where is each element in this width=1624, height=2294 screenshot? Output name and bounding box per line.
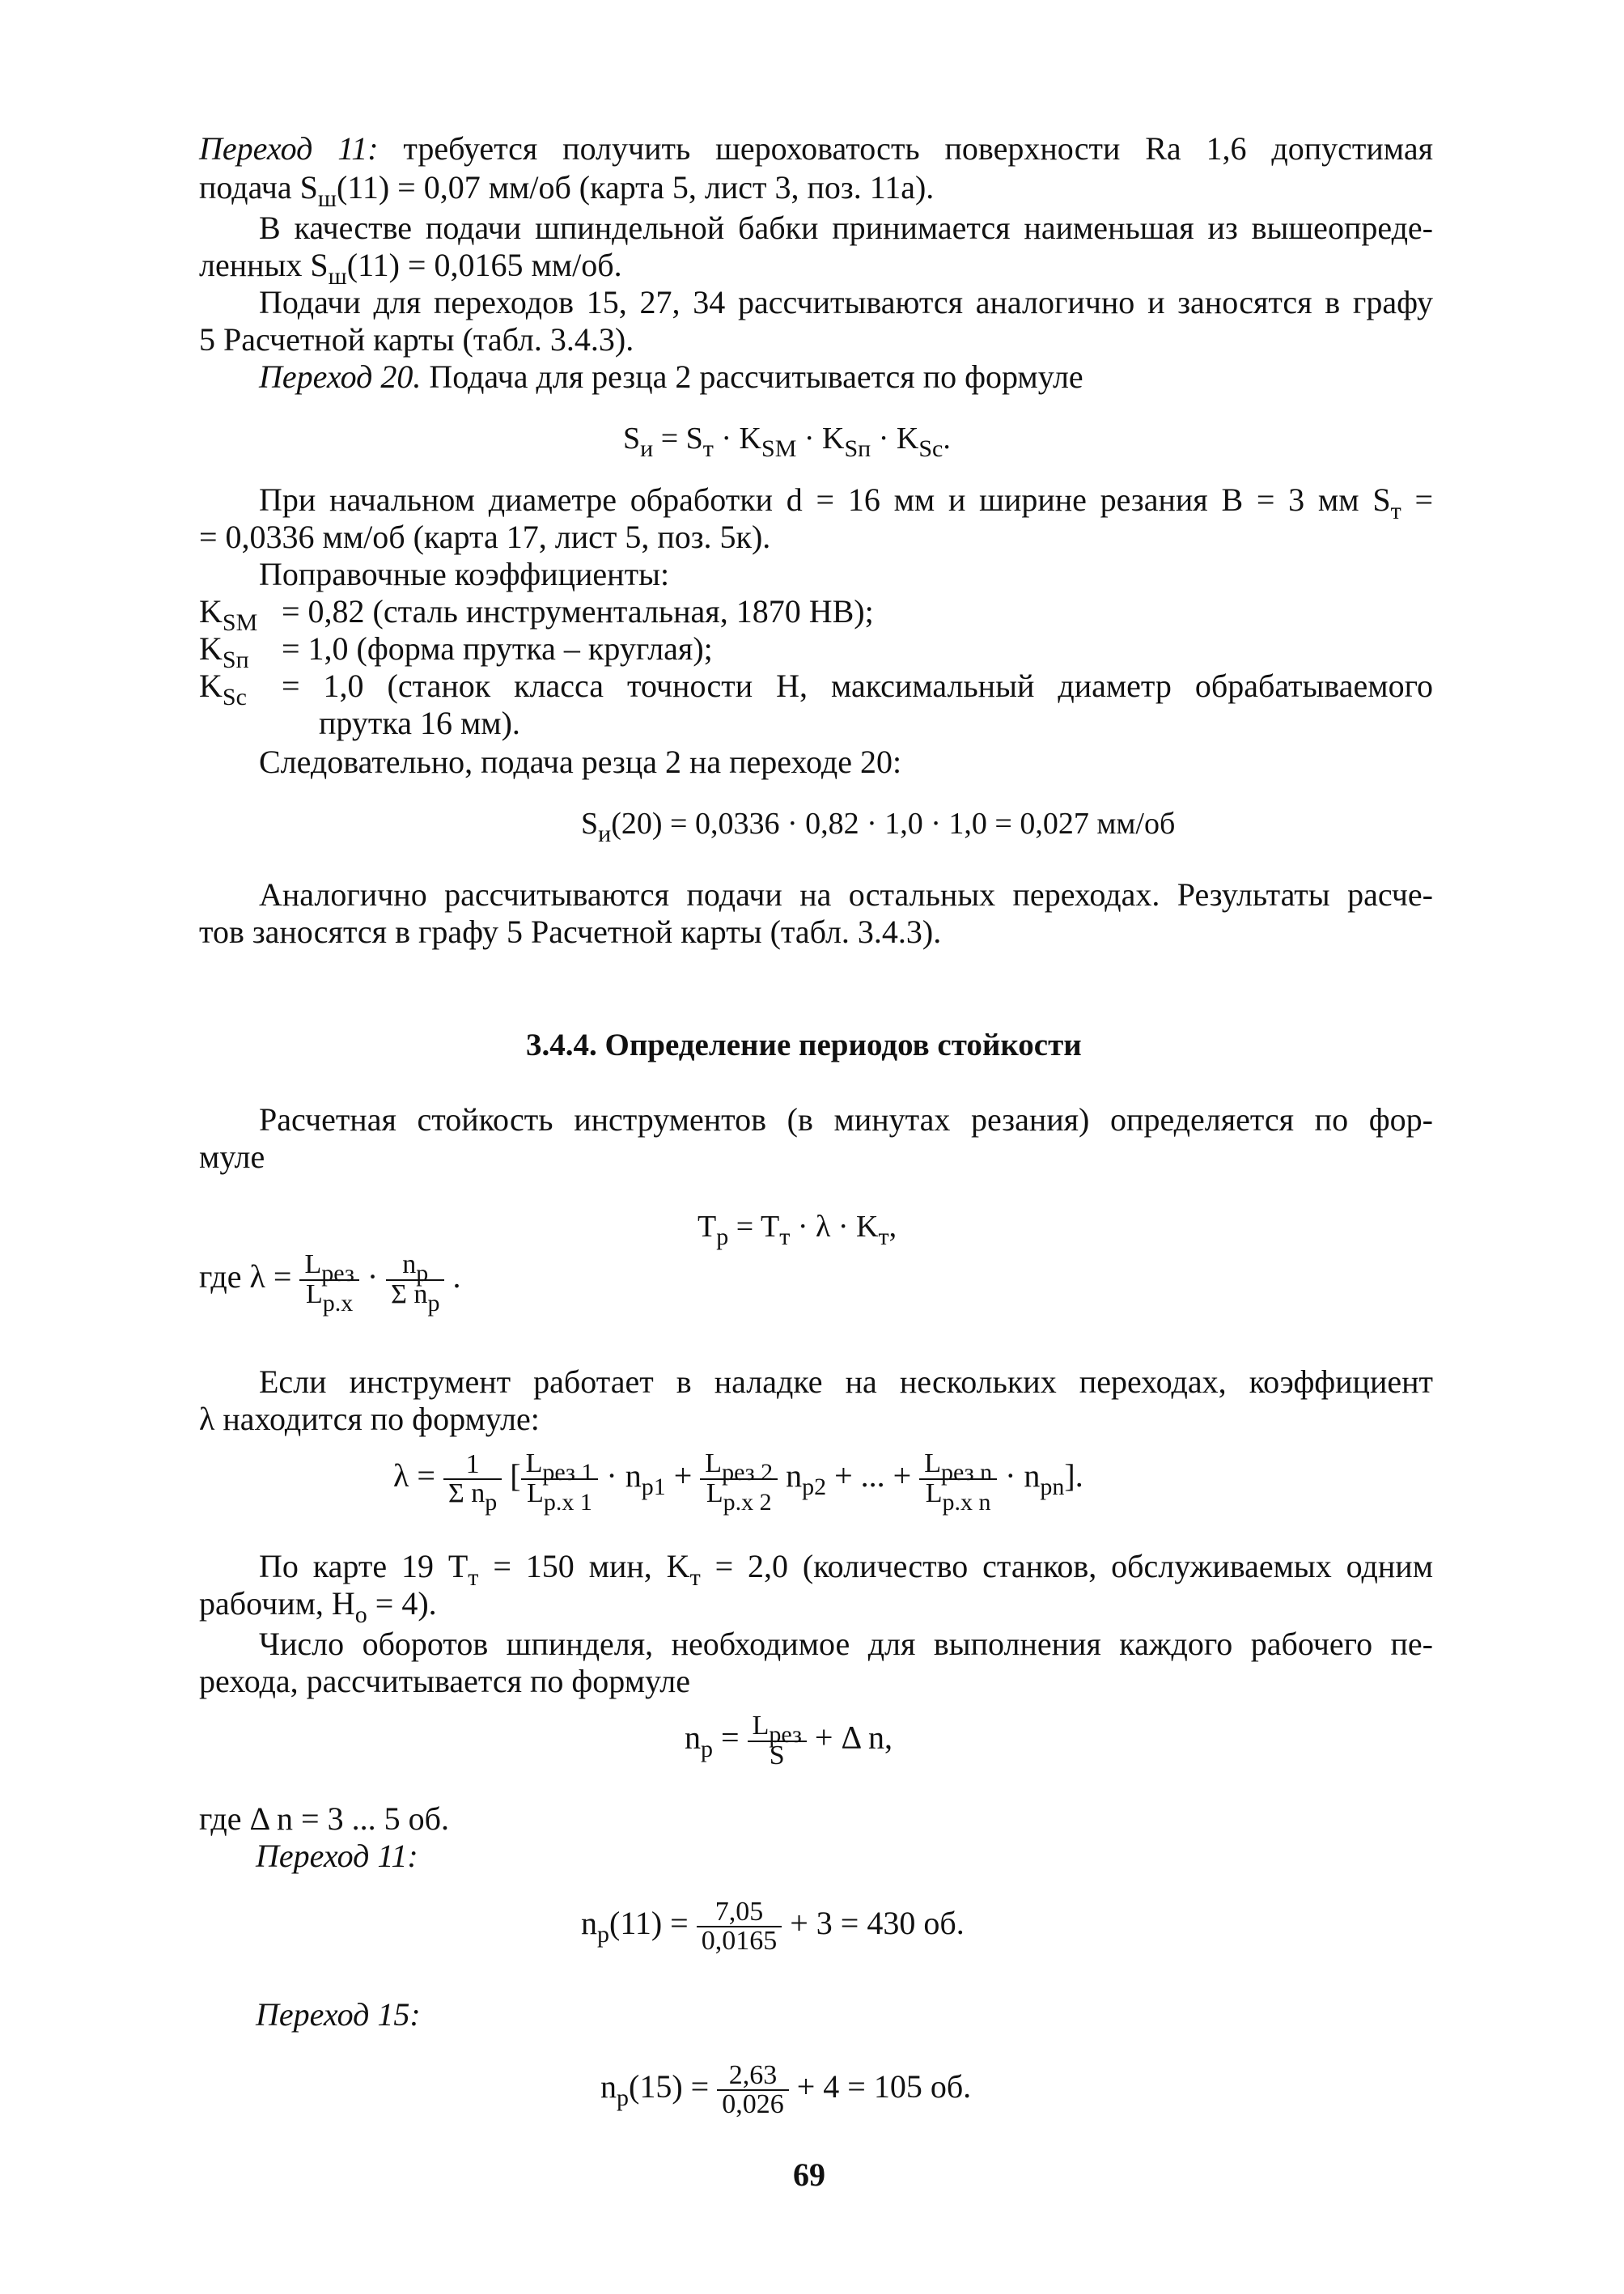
formula-lambda-sum: λ = $\frac{1}{\text{Σ np}}$ [ $\frac{\text{Lрез 1}}{Lр.х 1}$ · $n_{p1}$ + $\frac{\text{Lрез 2}}{Lр.х 2}$ $n_{p2}$ + ... + $\frac{\text{Lрез n}}{\text{Lр.х n}}$ · $n_{pn}$]. [393,1448,1083,1516]
paragraph-line: λ находится по формуле: [199,1401,540,1437]
paragraph-line: Следовательно, подача резца 2 на переходе 20: [259,744,902,780]
paragraph-line: рабочим, $H_о = 4$). [199,1585,437,1628]
fraction: $\frac{2,63}{0,026}$ [717,2062,789,2118]
paragraph-line: Подачи для переходов 15, 27, 34 рассчитываются аналогично и заносятся в графу [259,284,1433,320]
paragraph-line: Если инструмент работает в наладке на нескольких переходах, коэффициент [259,1363,1433,1400]
coefficient-ksp: $K_{Sп}$ [199,630,249,673]
coefficient-ksm: $K_{SM}$ [199,593,258,636]
formula-revolutions-11: $n_p(11)$ = $\frac{7,05}{0,0165}$ + 3 = 430 об. [581,1897,965,1956]
paragraph-line: По карте 19 $T_т = 150$ мин, $K_т = 2,0$ (количество станков, обслуживаемых одним [259,1548,1434,1591]
transition-label: Переход 15: [256,1996,421,2033]
paragraph-line: При начальном диаметре обработки d = 16 мм и ширине резания B = 3 мм $S_т$ = [259,481,1433,524]
formula-spindle-revolutions: $n_p$ = $\frac{\text{Lрез}}{S}$ + Δ n, [685,1711,893,1770]
paragraph-line: Расчетная стойкость инструментов (в минутах резания) определяется по фор- [259,1101,1433,1138]
paragraph-line: Поправочные коэффициенты: [259,556,670,592]
formula-lambda-definition: где λ = $\frac{\text{Lрез}}{Lр.х}$ · $\frac{np}{\text{Σ np}}$ . [199,1249,461,1317]
coefficient-ksm-value: = 0,82 (сталь инструментальная, 1870 HB); [282,593,874,630]
fraction: $\frac{\text{Lрез 2}}{Lр.х 2}$ [700,1450,778,1508]
paragraph-line: Аналогично рассчитываются подачи на остальных переходах. Результаты расче- [259,876,1433,913]
fraction: $\frac{\text{Lрез}}{S}$ [748,1712,807,1770]
paragraph-line: В качестве подачи шпиндельной бабки принимается наименьшая из вышеопреде- [259,210,1433,246]
transition-label: Переход 11: [199,130,379,167]
coefficient-ksc-value: = 1,0 (станок класса точности H, максимальный диаметр обрабатываемого [282,668,1433,704]
fraction: $\frac{\text{Lрез n}}{\text{Lр.х n}}$ [919,1450,997,1508]
page-number: 69 [793,2156,825,2193]
paragraph-line: ленных $S_ш(11) = 0,0165$ мм/об. [199,247,622,290]
formula-revolutions-15: $n_p(15)$ = $\frac{2,63}{0,026}$ + 4 = 105 об. [600,2060,972,2119]
fraction: $\frac{7,05}{0,0165}$ [697,1898,782,1955]
paragraph-line: муле [199,1139,265,1175]
fraction: $\frac{np}{\text{Σ np}}$ [386,1251,444,1309]
coefficient-ksc-value-cont: прутка 16 мм). [319,705,520,741]
coefficient-ksp-value: = 1,0 (форма прутка – круглая); [282,630,713,667]
paragraph-line: Число оборотов шпинделя, необходимое для выполнения каждого рабочего пе- [259,1626,1433,1662]
paragraph-line: Переход 20. Подача для резца 2 рассчитывается по формуле [259,358,1083,395]
section-heading: 3.4.4. Определение периодов стойкости [526,1028,1082,1062]
formula-feed-result: $S_и(20) = 0,0336 \cdot 0,82 \cdot 1,0 \cdot 1,0 = 0,027$ мм/об [581,807,1176,847]
fraction: $\frac{1}{\text{Σ np}}$ [443,1451,502,1508]
formula-tool-life: $T_p = T_т \cdot \lambda \cdot K_т$, [698,1210,897,1250]
paragraph-line: подача $S_ш(11) = 0,07$ мм/об (карта 5, лист 3, поз. 11а). [199,169,935,212]
paragraph-line: рехода, рассчитывается по формуле [199,1663,690,1699]
formula-feed-tool: $S_и = S_т \cdot K_{SM} \cdot K_{Sп} \cdot K_{Sc}$. [623,422,951,462]
paragraph-line: где Δ n = 3 ... 5 об. [199,1800,449,1837]
paragraph-line: тов заносятся в графу 5 Расчетной карты (табл. 3.4.3). [199,914,942,950]
transition-label: Переход 11: [256,1838,418,1874]
fraction: $\frac{\text{Lрез 1}}{Lр.х 1}$ [521,1450,599,1508]
transition-label: Переход 20. [259,358,422,395]
fraction: $\frac{\text{Lрез}}{Lр.х}$ [299,1251,358,1309]
paragraph-line: Переход 11: требуется получить шероховатость поверхности Ra 1,6 допустимая [199,130,1433,167]
paragraph-line: = 0,0336 мм/об (карта 17, лист 5, поз. 5к). [199,519,771,555]
paragraph-line: 5 Расчетной карты (табл. 3.4.3). [199,321,634,358]
coefficient-ksc: $K_{Sc}$ [199,668,247,710]
